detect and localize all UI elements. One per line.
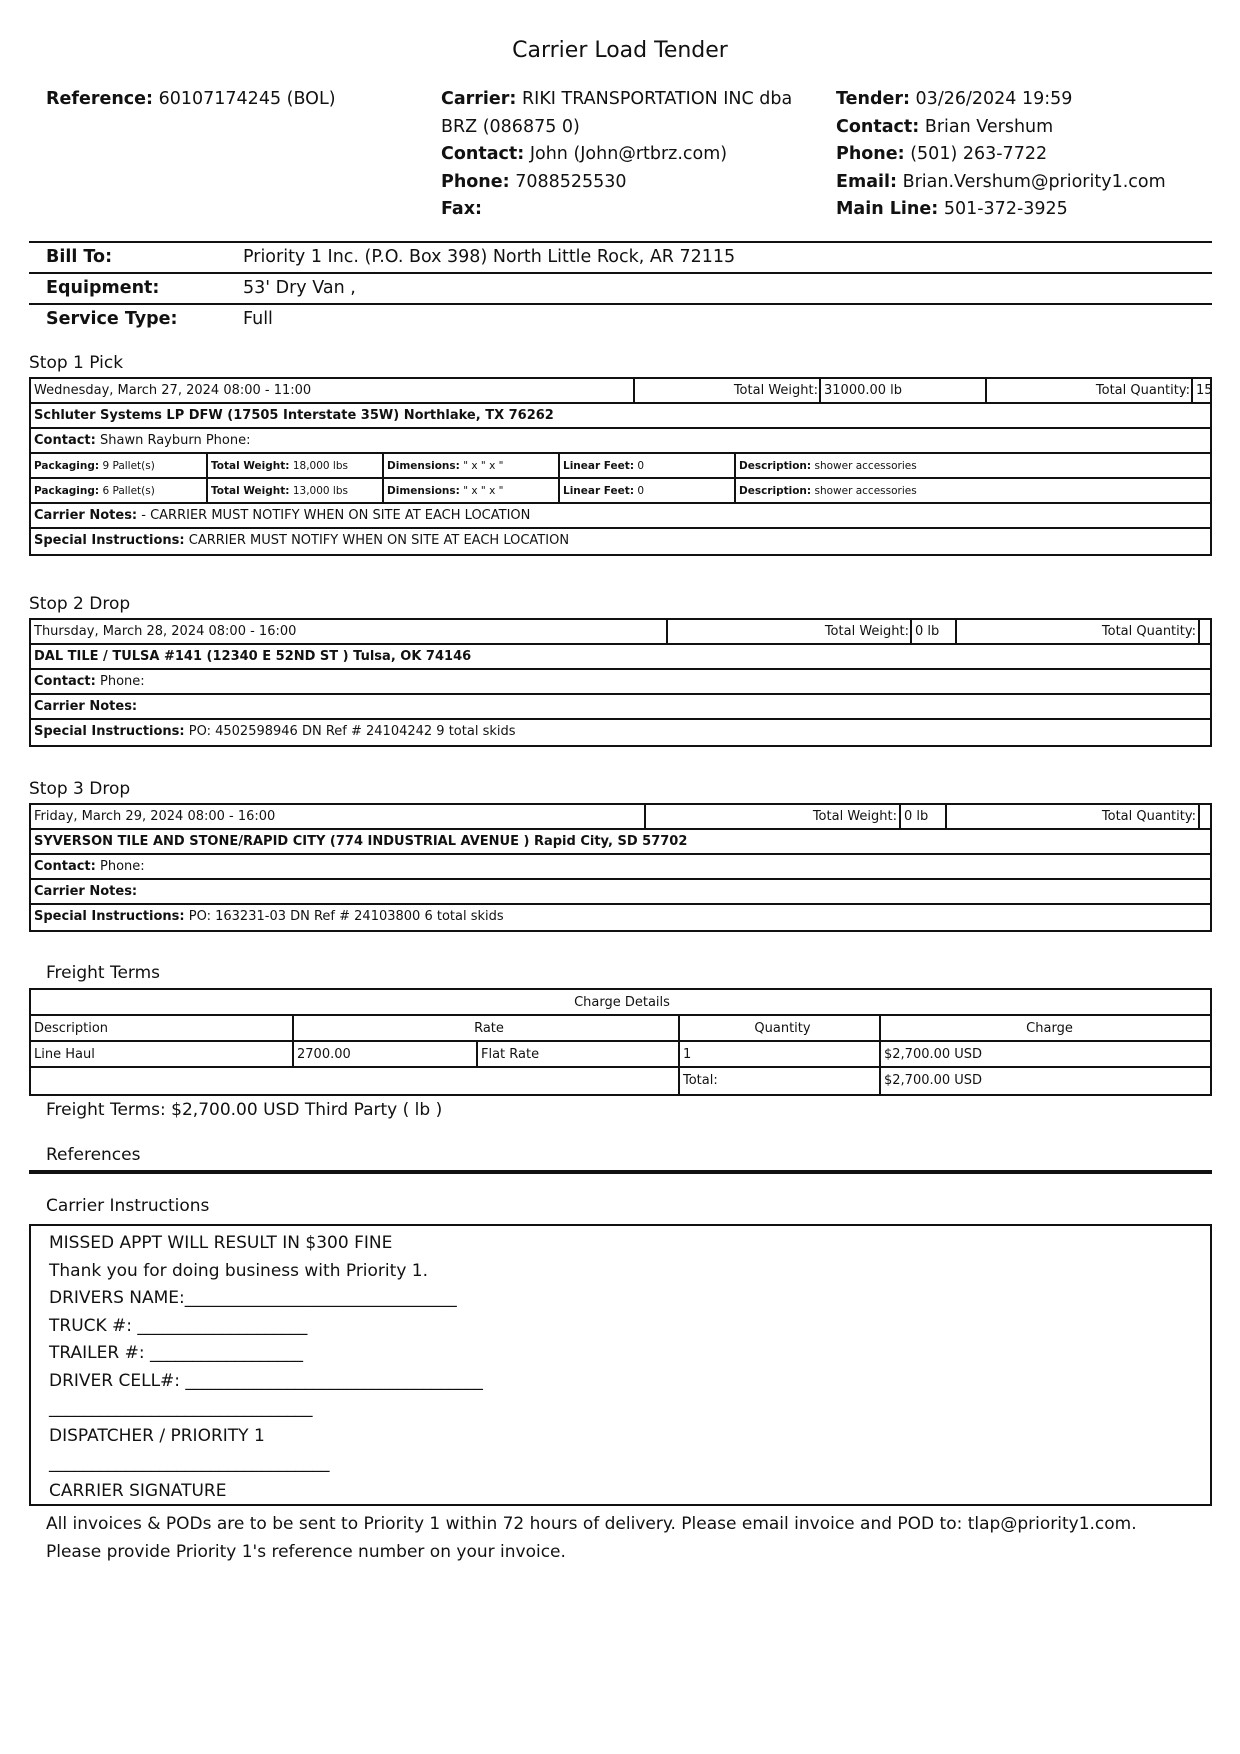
linear-feet-label: Linear Feet: [563, 485, 635, 497]
stop-3-quantity-label: Total Quantity: [1101, 809, 1196, 824]
stop-1-contact-row [31, 429, 1210, 454]
description-value: shower accessories [814, 485, 917, 497]
special-instructions-value: PO: 4502598946 DN Ref # 24104242 9 total skids [188, 724, 516, 739]
carrier-phone-label: Phone: [441, 171, 510, 192]
col-rate: Rate [474, 1021, 504, 1036]
contact-value: Brian Vershum [924, 116, 1054, 137]
charge-description: Line Haul [34, 1047, 95, 1062]
stop-3-label: Stop 3 Drop [29, 779, 131, 799]
item-weight-value: 13,000 lbs [292, 485, 348, 497]
dimensions-value: " x " x " [463, 460, 504, 472]
charge-details-table [29, 988, 1212, 1096]
stop-2-contact-row [31, 670, 1210, 695]
stop-3-contact-row [31, 855, 1210, 880]
carrier-block [441, 86, 792, 224]
stop-3-special-row [31, 905, 1210, 930]
instruction-line: TRAILER #: __________________ [49, 1343, 303, 1363]
dimensions-value: " x " x " [463, 485, 504, 497]
charge-columns-row [31, 1016, 1210, 1042]
col-charge: Charge [1026, 1021, 1073, 1036]
carrier-notes-value: - CARRIER MUST NOTIFY WHEN ON SITE AT EACH LOCATION [141, 508, 531, 523]
stop-1-date: Wednesday, March 27, 2024 08:00 - 11:00 [34, 383, 312, 398]
col-quantity: Quantity [754, 1021, 811, 1036]
references-heading: References [46, 1145, 141, 1165]
references-divider [29, 1170, 1212, 1174]
stop-3-weight-value: 0 lb [904, 809, 929, 824]
stop-1-location: Schluter Systems LP DFW (17505 Interstate 35W) Northlake, TX 76262 [34, 408, 554, 423]
special-instructions-label: Special Instructions: [34, 533, 185, 548]
phone-value: (501) 263-7722 [910, 144, 1048, 164]
service-type-value: Full [243, 309, 273, 329]
bill-to-label: Bill To: [46, 247, 113, 267]
stop-1-quantity-label: Total Quantity: [1095, 383, 1190, 398]
stop-2-quantity-value [1200, 620, 1213, 643]
special-instructions-label: Special Instructions: [34, 909, 185, 924]
stop-1-contact-label: Contact: [34, 433, 96, 448]
stop-3-contact-value: Phone: [99, 859, 145, 874]
stop-2-quantity-label: Total Quantity: [1101, 624, 1196, 639]
packaging-label: Packaging: [34, 485, 100, 497]
stop-1-item-row [31, 454, 1210, 479]
stop-2-date-row [31, 620, 1210, 645]
total-label: Total: [683, 1073, 718, 1088]
stop-2-weight-label: Total Weight: [824, 624, 909, 639]
packaging-value: 9 Pallet(s) [102, 460, 155, 472]
dimensions-label: Dimensions: [387, 460, 460, 472]
stop-1-label: Stop 1 Pick [29, 353, 124, 373]
stop-3-weight-label: Total Weight: [812, 809, 897, 824]
mainline-value: 501-372-3925 [943, 199, 1068, 219]
charge-quantity: 1 [683, 1047, 692, 1062]
stop-2-table [29, 618, 1212, 747]
service-type-row [29, 305, 1212, 334]
carrier-fax-label: Fax: [441, 199, 483, 219]
carrier-instructions-heading: Carrier Instructions [46, 1196, 210, 1216]
page-title: Carrier Load Tender [512, 38, 728, 63]
instruction-line: DISPATCHER / PRIORITY 1 [49, 1425, 265, 1446]
instruction-line: DRIVERS NAME:________________________________ [49, 1288, 457, 1308]
stop-3-table [29, 803, 1212, 932]
stop-2-location-row [31, 645, 1210, 670]
charge-row [31, 1042, 1210, 1068]
carrier-notes-label: Carrier Notes: [34, 699, 138, 714]
instruction-line: _______________________________ [49, 1398, 313, 1418]
phone-label: Phone: [836, 144, 905, 164]
stop-2-date: Thursday, March 28, 2024 08:00 - 16:00 [34, 624, 297, 639]
special-instructions-value: CARRIER MUST NOTIFY WHEN ON SITE AT EACH LOCATION [188, 533, 570, 548]
carrier-notes-label: Carrier Notes: [34, 884, 138, 899]
stop-3-carrier-notes-row [31, 880, 1210, 905]
charge-amount: $2,700.00 USD [884, 1047, 983, 1062]
description-label: Description: [739, 460, 812, 472]
packaging-label: Packaging: [34, 460, 100, 472]
stop-3-location: SYVERSON TILE AND STONE/RAPID CITY (774 INDUSTRIAL AVENUE ) Rapid City, SD 57702 [34, 834, 688, 849]
charge-total-row [31, 1068, 1210, 1094]
equipment-value: 53' Dry Van , [243, 278, 356, 298]
equipment-row [29, 274, 1212, 303]
stop-1-weight-value: 31000.00 lb [824, 383, 903, 398]
tender-value: 03/26/2024 19:59 [915, 89, 1073, 109]
email-value: Brian.Vershum@priority1.com [902, 171, 1166, 192]
total-value: $2,700.00 USD [884, 1073, 983, 1088]
stop-1-location-row [31, 404, 1210, 429]
tender-block [836, 86, 1166, 224]
stop-2-weight-value: 0 lb [915, 624, 940, 639]
stop-1-weight-label: Total Weight: [733, 383, 818, 398]
stop-1-table [29, 377, 1212, 556]
stop-1-contact-value: Shawn Rayburn Phone: [99, 433, 251, 448]
item-weight-label: Total Weight: [211, 460, 290, 472]
instruction-line: MISSED APPT WILL RESULT IN $300 FINE [49, 1233, 393, 1253]
reference-value: 60107174245 (BOL) [158, 89, 336, 109]
dimensions-label: Dimensions: [387, 485, 460, 497]
tender-label: Tender: [836, 89, 910, 109]
carrier-instructions-box [29, 1224, 1212, 1506]
linear-feet-value: 0 [637, 485, 645, 497]
special-instructions-value: PO: 163231-03 DN Ref # 24103800 6 total skids [188, 909, 504, 924]
stop-2-location: DAL TILE / TULSA #141 (12340 E 52ND ST ) Tulsa, OK 74146 [34, 649, 472, 664]
footer-note: All invoices & PODs are to be sent to Priority 1 within 72 hours of delivery. Please email invoice and POD to: tlap@priority1.com. Please provide Priority 1's reference number on your invoice. [46, 1514, 1137, 1562]
carrier-notes-label: Carrier Notes: [34, 508, 138, 523]
instruction-line: TRUCK #: ____________________ [49, 1315, 308, 1336]
carrier-label: Carrier: [441, 89, 517, 109]
instruction-line: _________________________________ [49, 1453, 330, 1473]
bill-to-value: Priority 1 Inc. (P.O. Box 398) North Little Rock, AR 72115 [243, 247, 736, 267]
service-type-label: Service Type: [46, 309, 178, 329]
carrier-contact-value: John (John@rtbrz.com) [529, 144, 728, 164]
stop-1-item-row [31, 479, 1210, 504]
email-label: Email: [836, 171, 897, 192]
reference-block [46, 86, 336, 114]
freight-terms-text: Freight Terms: $2,700.00 USD Third Party ( lb ) [46, 1100, 443, 1120]
stop-3-location-row [31, 830, 1210, 855]
stop-3-contact-label: Contact: [34, 859, 96, 874]
equipment-label: Equipment: [46, 278, 160, 298]
charge-details-title: Charge Details [574, 995, 670, 1010]
instruction-line: DRIVER CELL#: ___________________________________ [49, 1370, 483, 1391]
col-description: Description [34, 1021, 109, 1036]
linear-feet-label: Linear Feet: [563, 460, 635, 472]
stop-2-contact-label: Contact: [34, 674, 96, 689]
description-label: Description: [739, 485, 812, 497]
bill-to-row [29, 243, 1212, 272]
stop-1-special-row [31, 529, 1210, 554]
carrier-name-cont: BRZ (086875 0) [441, 116, 580, 137]
stop-1-date-row [31, 379, 1213, 404]
contact-label: Contact: [836, 116, 920, 137]
stop-2-carrier-notes-row [31, 695, 1210, 720]
description-value: shower accessories [814, 460, 917, 472]
charge-rate: 2700.00 [297, 1047, 351, 1062]
stop-3-quantity-value [1200, 805, 1213, 828]
item-weight-label: Total Weight: [211, 485, 290, 497]
freight-terms-heading: Freight Terms [46, 963, 161, 983]
mainline-label: Main Line: [836, 199, 939, 219]
stop-2-special-row [31, 720, 1210, 745]
stop-2-label: Stop 2 Drop [29, 594, 131, 614]
packaging-value: 6 Pallet(s) [102, 485, 155, 497]
stop-1-quantity-value: 15 [1196, 383, 1213, 398]
item-weight-value: 18,000 lbs [292, 460, 348, 472]
carrier-phone-value: 7088525530 [515, 171, 627, 192]
instruction-line: CARRIER SIGNATURE [49, 1480, 227, 1501]
charge-rate-type: Flat Rate [481, 1047, 540, 1062]
carrier-name: RIKI TRANSPORTATION INC dba [522, 89, 793, 109]
instruction-line: Thank you for doing business with Priority 1. [49, 1260, 428, 1281]
stop-1-carrier-notes-row [31, 504, 1210, 529]
stop-3-date: Friday, March 29, 2024 08:00 - 16:00 [34, 809, 276, 824]
special-instructions-label: Special Instructions: [34, 724, 185, 739]
billing-block [29, 241, 1212, 334]
reference-label: Reference: [46, 89, 154, 109]
charge-details-header [31, 990, 1210, 1016]
linear-feet-value: 0 [637, 460, 645, 472]
stop-3-date-row [31, 805, 1210, 830]
stop-2-contact-value: Phone: [99, 674, 145, 689]
carrier-contact-label: Contact: [441, 144, 525, 164]
